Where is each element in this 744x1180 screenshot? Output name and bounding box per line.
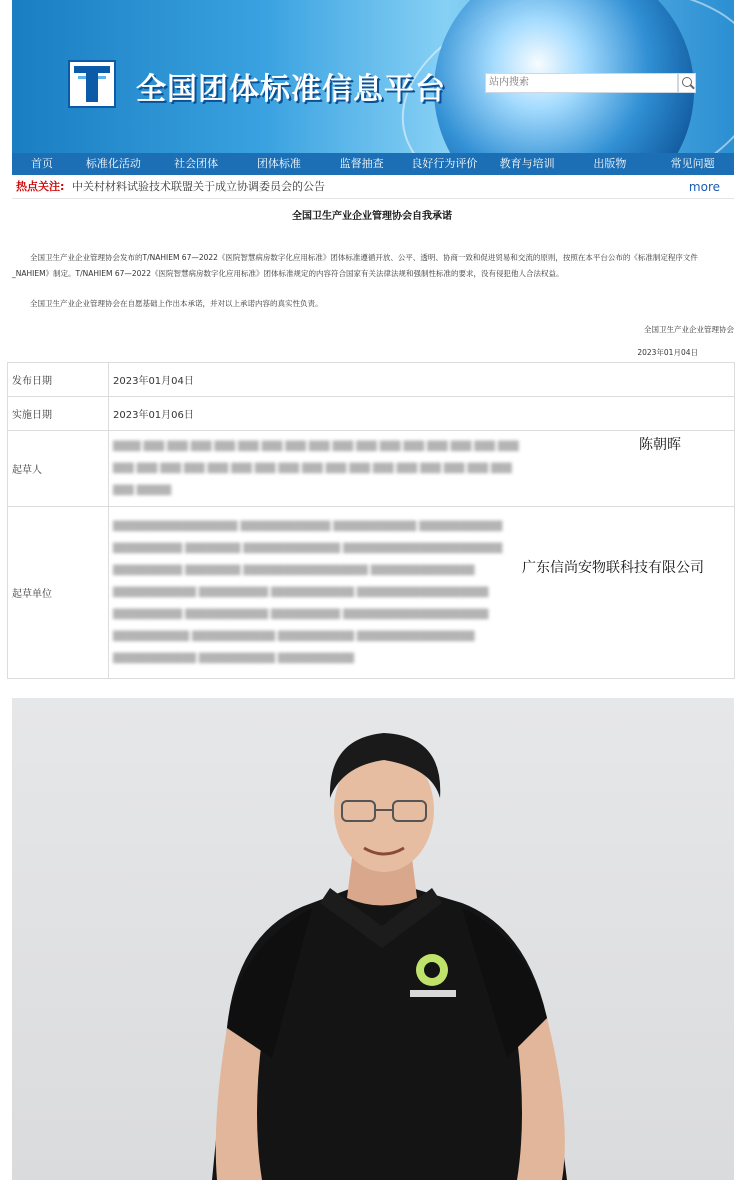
site-logo-icon[interactable]	[68, 60, 116, 108]
person-illustration	[12, 698, 734, 1180]
portrait-photo	[12, 698, 734, 1180]
drafting-units-value	[109, 507, 735, 679]
signature-org: 全国卫生产业企业管理协会	[644, 325, 734, 334]
more-link[interactable]: more	[688, 180, 720, 194]
standard-info-table	[7, 362, 735, 679]
publish-date-value: 2023年01月04日	[109, 363, 735, 397]
nav-item-standardization[interactable]: 标准化活动	[85, 157, 141, 170]
commitment-paragraph-2: 全国卫生产业企业管理协会在自愿基础上作出本承诺，并对以上承诺内容的真实性负责。	[30, 299, 323, 308]
nav-item-faq[interactable]: 常见问题	[670, 157, 715, 170]
hot-topics-label: 热点关注:	[16, 180, 65, 193]
main-nav	[12, 153, 734, 175]
nav-item-good-behavior[interactable]: 良好行为评价	[411, 157, 478, 170]
table-row	[8, 397, 735, 431]
article-title: 全国卫生产业企业管理协会自我承诺	[292, 211, 452, 222]
table-row	[8, 431, 735, 507]
drafters-label: 起草人	[8, 431, 109, 507]
blurred-units-text: ██████████████████ █████████████ ████████████ ████████████ ██████████ ████████ ██████████████ ███████████████████████ ██████████ ████████ ██████████████████ ███████████████ ████████████ ██████████ ████████████ ███████████████████ ██████████ ████████████ ██████████ █████████████████████ ███████████ ████████████ ███████████ █████████████████ ████████████ ███████████ ███████████	[113, 521, 503, 664]
implementation-date-value: 2023年01月06日	[109, 397, 735, 431]
nav-item-education[interactable]: 教育与培训	[499, 157, 555, 170]
highlighted-unit-name: 广东信尚安物联科技有限公司	[520, 557, 706, 577]
search-input[interactable]: 站内搜索	[485, 73, 678, 93]
implementation-date-label: 实施日期	[8, 397, 109, 431]
publish-date-label: 发布日期	[8, 363, 109, 397]
table-row	[8, 507, 735, 679]
signature-date: 2023年01月04日	[637, 348, 698, 357]
highlighted-drafter-name: 陈朝晖	[637, 434, 683, 454]
nav-item-social-groups[interactable]: 社会团体	[174, 157, 219, 170]
nav-item-supervision[interactable]: 监督抽查	[339, 157, 384, 170]
drafting-units-label: 起草单位	[8, 507, 109, 679]
nav-item-group-standards[interactable]: 团体标准	[256, 157, 301, 170]
hot-topic-link[interactable]: 中关村材料试验技术联盟关于成立协调委员会的公告	[72, 180, 325, 193]
search-button[interactable]	[678, 73, 696, 93]
blurred-drafters-text: ████ ███ ███ ███ ███ ███ ███ ███ ███ ███ ███ ███ ███ ███ ███ ███ ███ ███ ███ ███ ███ ███ ███ ███ ███ ███ ███ ███ ███ ███ ███ ███ ███ ███ ███ █████	[113, 441, 519, 496]
table-row	[8, 363, 735, 397]
commitment-paragraph-1: 全国卫生产业企业管理协会发布的T/NAHIEM 67—2022《医院智慧病房数字化应用标准》团体标准遵循开放、公平、透明、协商一致和促进贸易和交流的原则，按照在本平台公布的《标准制定程序文件_NAHIEM》制定。T/NAHIEM 67—2022《医院智慧病房数字化应用标准》团体标准规定的内容符合国家有关法律法规和强制性标准的要求，没有侵犯他人合法权益。	[12, 253, 698, 278]
nav-item-publications[interactable]: 出版物	[593, 157, 627, 170]
hot-topics-bar	[12, 176, 734, 199]
nav-item-home[interactable]: 首页	[31, 157, 53, 170]
site-title: 全国团体标准信息平台	[136, 72, 446, 107]
